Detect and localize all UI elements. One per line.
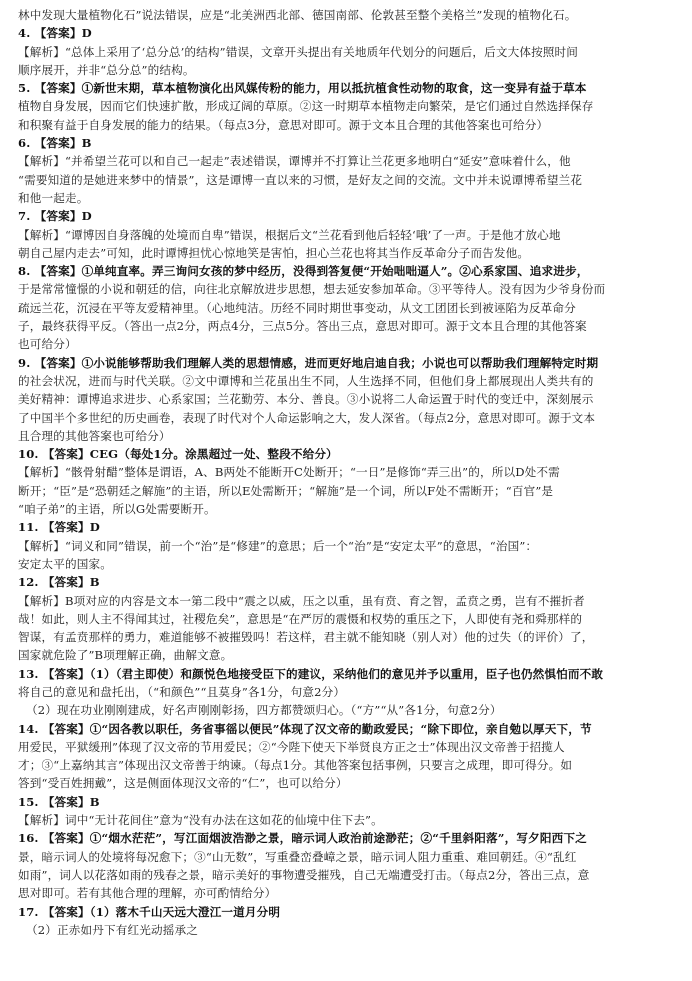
explanation-text-line: 才；③“上嘉纳其言”体现出汉文帝善于纳谏。（每点1分。其他答案包括事例，只要言之成理，即可得分。如 [18,758,573,773]
answer-heading-line: 10. 【答案】CEG（每处1分。涂黑超过一处、整段不给分） [18,447,338,462]
answer-heading-line: 11. 【答案】D [18,520,100,535]
answer-heading-line: 12. 【答案】B [18,575,100,590]
explanation-text-line: 美好精神：谭博追求进步、心系家国；兰花勤劳、本分、善良。③小说将二人命运置于时代的变迁中，深刻展示 [18,392,594,407]
explanation-text-line: 将自己的意见和盘托出，（“和颜色”“且莫身”各1分，句意2分） [18,684,346,699]
explanation-text-line: 思对即可。若有其他合理的理解，亦可酌情给分） [18,886,277,901]
answer-heading-line: 14. 【答案】①“因各教以职任，务省事徭以便民”体现了汉文帝的勤政爱民；“除下即位，亲自勉以厚天下，节 [18,721,592,736]
explanation-text-line: 智谋，有孟贲那样的勇力，难道能够不被摧毁吗！若这样，君主就不能知晓（别人对）他的过失（的评价）了， [18,630,594,645]
explanation-text-line: 和他一起走。 [18,190,89,205]
explanation-text-line: 于是常常憧憬的小说和朝廷的信，向往北京解放进步思想，想去延安参加革命。③平等待人。没有因为少爷身份而 [18,282,606,297]
answer-heading-line: 9. 【答案】①小说能够帮助我们理解人类的思想情感，进而更好地启迪自我；小说也可以帮助我们理解特定时期 [18,355,599,370]
explanation-text-line: （2）正赤如丹下有红光动摇承之 [26,922,198,937]
answer-heading-line: 13. 【答案】（1）（君主即使）和颜悦色地接受臣下的建议，采纳他们的意见并予以重用，臣子也仍然惧怕而不敢 [18,666,604,681]
explanation-text-line: 疏远兰花，沉浸在平等友爱精神里。（心地纯洁。历经不同时期世事变动，从文工团团长到被诬陷为反革命分 [18,300,576,315]
explanation-text-line: 且合理的其他答案也可给分） [18,428,171,443]
explanation-text-line: 子，最终获得平反。（答出一点2分，两点4分，三点5分。答出三点，意思对即可。源于文本且合理的其他答案 [18,319,587,334]
explanation-text-line: 和积聚有益于自身发展的能力的结果。（每点3分，意思对即可。源于文本且合理的其他答案也可给分） [18,117,549,132]
answer-heading-line: 4. 【答案】D [18,26,92,41]
answer-heading-line: 15. 【答案】B [18,794,100,809]
answer-heading-line: 7. 【答案】D [18,209,92,224]
explanation-text-line: 朝自己屋内走去”可知，此时谭博担忧心惊地笑是害怕，担心兰花也将其当作反革命分子而告发他。 [18,245,530,260]
answer-heading-line: 6. 【答案】B [18,136,92,151]
explanation-text-line: 景，暗示词人的处境将每况愈下；③“山无数”，写重叠峦叠嶂之景，暗示词人阻力重重、难回朝廷。④“乱红 [18,849,577,864]
explanation-text-line: 【解析】“并希望兰花可以和自己一起走”表述错误，谭博并不打算让兰花更多地明白“延安”意味着什么，他 [18,154,571,169]
explanation-text-line: 用爱民，平狱缓刑”体现了汉文帝的节用爱民；②“今陛下使天下举贤良方正之士”体现出汉文帝善于招揽人 [18,739,565,754]
answer-heading-line: 8. 【答案】①单纯直率。弄三询问女孩的梦中经历，没得到答复便“开始咄咄逼人”。②心系家国、追求进步， [18,264,589,279]
explanation-text-line: 【解析】“骸骨射醋”整体是谓语，A、B两处不能断开C处断开；“一日”是修饰“弄三出”的，所以D处不需 [18,465,560,480]
explanation-text-line: “咱子弟”的主语，所以G处需要断开。 [18,502,216,517]
explanation-text-line: 了中国半个多世纪的历史画卷，表现了时代对个人命运影响之大，发人深省。（每点2分，意思对即可。源于文本 [18,410,596,425]
explanation-text-line: “需要知道的是她进来梦中的情景”，这是谭博一直以来的习惯，是好友之间的交流。文中并未说谭博希望兰花 [18,172,583,187]
explanation-text-line: （2）现在功业刚刚建成，好名声刚刚彰扬，四方都赞颂归心。（“方”“从”各1分，句意2分） [26,703,502,718]
explanation-text-line: 的社会状况，进而与时代关联。②文中谭博和兰花虽出生不同，人生选择不同，但他们身上都展现出人类共有的 [18,373,594,388]
explanation-text-line: 如雨”，词人以花落如雨的残春之景，暗示美好的事物遭受摧残，自己无端遭受打击。（每点2分，答出三点，意 [18,867,590,882]
answer-heading-line: 17. 【答案】（1）落木千山天远大澄江一道月分明 [18,904,281,919]
explanation-text-line: 【解析】B项对应的内容是文本一第二段中“震之以威，压之以重，虽有贲、育之智，孟贲之勇，岂有不摧折者 [18,593,585,608]
explanation-text-line: 【解析】“词义和同”错误，前一个“治”是“修建”的意思；后一个“治”是“安定太平”的意思，“治国”： [18,538,538,553]
explanation-text-line: 国家就危险了”B项理解正确，曲解文意。 [18,648,233,663]
explanation-text-line: 植物自身发展，因而它们快速扩散，形成辽阔的草原。②这一时期草本植物走向繁荣，是它们通过自然选择保存 [18,99,594,114]
explanation-text-line: 答到“受百姓拥戴”，这是侧面体现汉文帝的“仁”，也可以给分） [18,776,348,791]
explanation-text-line: 顺序展开，并非“总分总”的结构。 [18,62,195,77]
explanation-text-line: 也可给分） [18,337,77,352]
answer-heading-line: 5. 【答案】①新世末期，草本植物演化出风媒传粉的能力，用以抵抗植食性动物的取食，这一变异有益于草本 [18,81,587,96]
explanation-text-line: 哉！如此，则人主不得闻其过，社稷危矣”，意思是“在严厉的震慑和权势的重压之下，人即使有尧和舜那样的 [18,611,583,626]
explanation-text-line: 断开；“臣”是“恐朝廷之解施”的主语，所以E处需断开；“解施”是一个词，所以F处不需断开；“百官”是 [18,483,554,498]
explanation-text-line: 安定太平的国家。 [18,556,112,571]
explanation-text-line: 【解析】“总体上采用了‘总分总’的结构”错误，文章开头提出有关地质年代划分的问题后，后文大体按照时间 [18,44,579,59]
explanation-text-line: 林中发现大量植物化石”说法错误，应是“北美洲西北部、德国南部、伦敦甚至整个美格兰”发现的植物化石。 [18,8,577,22]
explanation-text-line: 【解析】词中“无计花间住”意为“没有办法在这如花的仙境中住下去”。 [18,813,383,828]
answer-heading-line: 16. 【答案】①“烟水茫茫”，写江面烟波浩渺之景，暗示词人政治前途渺茫；②“千里斜阳落”，写夕阳西下之 [18,831,587,846]
explanation-text-line: 【解析】“谭博因自身落魄的处境而自卑”错误，根据后文“兰花看到他后轻轻‘哦’了一声。于是他才放心地 [18,227,561,242]
